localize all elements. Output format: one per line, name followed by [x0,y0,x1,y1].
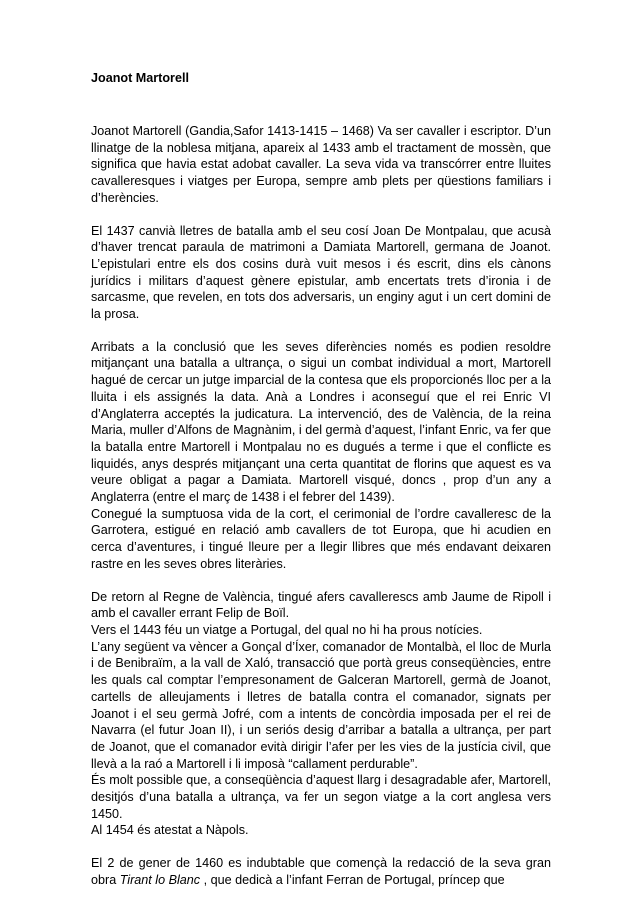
paragraph-return: De retorn al Regne de València, tingué afers cavallerescs amb Jaume de Ripoll i amb el cavaller errant Felip de Boïl. [91,589,551,621]
work-title: Tirant lo Blanc [119,872,201,887]
paragraph-montpalau: El 1437 canvià lletres de batalla amb el seu cosí Joan De Montpalau, que acusà d’haver trencat paraula de matrimoni a Damiata Martorell, germana de Joanot. L’epistulari entre els dos cosins durà vuit mesos i és escrit, dins els cànons jurídics i militars d’aquest gènere epistular, amb encertats trets d’ironia i de sarcasme, que revelen, en tots dos adversaris, un enginy agut i un cert domini de la prosa. [91,223,551,322]
paragraph-portugal: Vers el 1443 féu un viatge a Portugal, del qual no hi ha prous notícies. [91,622,483,637]
paragraph-ixer: L’any següent va vèncer a Gonçal d’Íxer, comanador de Montalbà, el lloc de Murla i de Benibraïm, a la vall de Xaló, transacció que portà greus conseqüències, entre les quals cal comptar l’empresonament de Galceran Martorell, germà de Joanot, cartells de alleujaments i lletres de batalla contra el comanador, signats per Joanot i el seu germà Jofré, com a intents de concòrdia imposada per el rei de Navarra (el futur Joan II), i un seriós desig d’arribar a batalla a ultrança, per part de Joanot, que el comanador evità dirigir l’afer per les vies de la justícia civil, que llevà a la raó a Martorell i li imposà “callament perdurable”. [91,639,551,771]
paragraph-naples: Al 1454 és atestat a Nàpols. [91,823,249,838]
paragraph-tirant [91,855,551,888]
paragraph-second-voyage: És molt possible que, a conseqüència d’aquest llarg i desagradable afer, Martorell, desitjós d’una batalla a ultrança, va fer un segon viatge a la cort anglesa vers 1450. [91,773,551,821]
paragraph-court: Conegué la sumptuosa vida de la cort, el cerimonial de l’ordre cavalleresc de la Garrotera, estigué en relació amb cavallers de tot Europa, que hi acudien en cerca d’aventures, i tingué lleure per a llegir llibres que més endavant deixaren rastre en les seves obres literàries. [91,506,551,571]
paragraph-tirant-before: El 2 de gener de 1460 es indubtable que començà la redacció de la seva gran obra [91,856,551,887]
paragraph-intro: Joanot Martorell (Gandia,Safor 1413-1415 – 1468) Va ser cavaller i escriptor. D’un llinatge de la noblesa mitjana, apareix al 1433 amb el tractament de mossèn, que significa que havia estat adobat cavaller. La seva vida va transcórrer entre lluites cavalleresques i viatges per Europa, sempre amb plets per qüestions familiars i d’herències. [91,124,551,205]
document-title: Joanot Martorell [91,71,189,85]
paragraph-tirant-after: , que dedicà a l’infant Ferran de Portugal, príncep que [200,872,505,887]
paragraph-london: Arribats a la conclusió que les seves diferències només es podien resoldre mitjançant una batalla a ultrança, o sigui un combat individual a mort, Martorell hagué de cercar un jutge imparcial de la contesa que els proporcionés lloc per a la lluita i els assignés la data. Anà a Londres i aconseguí que el rei Enric VI d’Anglaterra acceptés la judicatura. La intervenció, des de València, de la reina Maria, muller d’Alfons de Magnànim, i del germà d’aquest, l’infant Enric, va fer que la batalla entre Martorell i Montpalau no es dugués a terme i que el conflicte es liquidés, anys després mitjançant una certa quantitat de florins que aquest es va veure obligat a pagar a Damiata. Martorell visqué, doncs , prop d’un any a Anglaterra (entre el març de 1438 i el febrer del 1439). [91,339,551,505]
